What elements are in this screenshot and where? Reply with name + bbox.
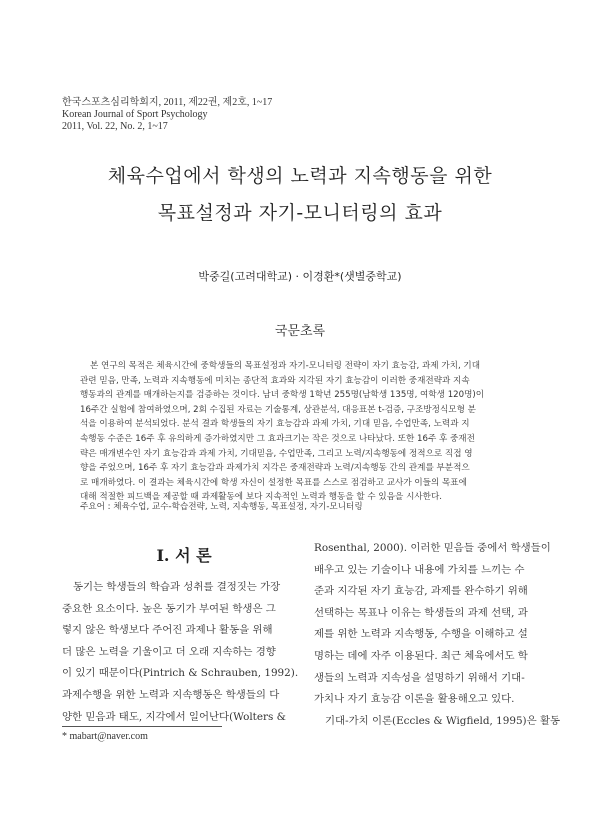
journal-citation-english: Korean Journal of Sport Psychology: [62, 109, 208, 120]
journal-citation-korean: 한국스포츠심리학회지, 2011, 제22권, 제2호, 1~17: [62, 97, 273, 108]
body-line: Rosenthal, 2000). 이러한 믿음들 중에서 학생들이: [314, 542, 551, 554]
paper-title-line-2: 목표설정과 자기-모니터링의 효과: [157, 202, 443, 224]
paper-title-line-1: 체육수업에서 학생의 노력과 지속행동을 위한: [107, 165, 493, 187]
body-line: 더 많은 노력을 기울이고 더 오래 지속하는 경향: [62, 645, 276, 658]
body-line: 선택하는 목표나 이유는 학생들의 과제 선택, 과: [314, 606, 528, 619]
journal-citation-volume: 2011, Vol. 22, No. 2, 1~17: [62, 121, 168, 132]
abstract-line: 행동과의 관계를 매개하는지를 검증하는 것이다. 남녀 중학생 1학년 255명(남학생 135명, 여학생 120명)이: [80, 390, 485, 401]
abstract-line: 본 연구의 목적은 체육시간에 중학생들의 목표설정과 자기-모니터링 전략이 자기 효능감, 과제 가치, 기대: [90, 361, 481, 371]
body-line: 가치나 자기 효능감 이론을 활용해오고 있다.: [314, 693, 515, 706]
abstract-heading: 국문초록: [274, 324, 326, 339]
abstract-line: 석을 이용하여 분석되었다. 분석 결과 학생들의 자기 효능감과 과제 가치, 기대 믿음, 수업만족, 노력과 지: [80, 419, 470, 430]
body-line: 렇지 않은 학생보다 주어진 과제나 활동을 위해: [62, 624, 273, 637]
body-line: 중요한 요소이다. 높은 동기가 부여된 학생은 그: [62, 602, 276, 615]
abstract-line: 략은 매개변수인 자기 효능감과 과제 가치, 기대믿음, 수업만족, 그리고 노력/지속행동에 정적으로 직접 영: [80, 448, 473, 459]
body-line: 양한 믿음과 태도, 지각에서 일어난다(Wolters &: [62, 710, 286, 723]
body-line: 배우고 있는 기술이나 내용에 가치를 느끼는 수: [314, 563, 525, 576]
body-line: 준과 지각된 자기 효능감, 과제를 완수하기 위해: [314, 585, 528, 598]
body-column-right: [314, 538, 561, 732]
authors: 박중길(고려대학교) · 이경환*(샛별중학교): [198, 270, 402, 283]
body-line: 생들의 노력과 지속성을 설명하기 위해서 기대-: [314, 671, 525, 684]
body-line: 명하는 데에 자주 이용된다. 최근 체육에서도 학: [314, 649, 528, 662]
abstract-line: 속행동 수준은 16주 후 유의하게 증가하였지만 그 효과크기는 작은 것으로 나타났다. 또한 16주 후 중재전: [80, 433, 475, 444]
footnote-email: * mabart@naver.com: [62, 731, 148, 742]
keywords: 주요어 : 체육수업, 교수-학습전략, 노력, 지속행동, 목표설정, 자기-모니터링: [80, 502, 363, 512]
section-heading: I. 서 론: [156, 546, 212, 565]
body-column-left: [62, 577, 306, 728]
abstract-line: 관련 믿음, 만족, 노력과 지속행동에 미치는 종단적 효과와 지각된 자기 효능감이 이러한 중재전략과 지속: [80, 375, 470, 386]
abstract-line: 향을 주었으며, 16주 후 자기 효능감과 과제가치 지각은 중재전략과 노력/지속행동 간의 관계를 부분적으: [80, 463, 470, 474]
body-line: 과제수행을 위한 노력과 지속행동은 학생들의 다: [62, 688, 280, 701]
footnote-divider: [62, 726, 222, 727]
abstract-body: [80, 359, 520, 505]
journal-citation: [62, 97, 272, 133]
body-line: 동기는 학생들의 학습과 성취를 결정짓는 가장: [73, 581, 281, 593]
body-line: 기대-가치 이론(Eccles & Wigfield, 1995)은 활동: [325, 714, 561, 727]
abstract-line: 로 매개하였다. 이 결과는 체육시간에 학생 자신이 설정한 목표를 스스로 점검하고 교사가 이들의 목표에: [80, 477, 467, 488]
abstract-line: 대해 적절한 피드백을 제공할 때 과제활동에 보다 지속적인 노력과 행동을 할 수 있음을 시사한다.: [80, 492, 443, 503]
body-line: 제를 위한 노력과 지속행동, 수행을 이해하고 설: [314, 628, 528, 641]
paper-title: [0, 158, 600, 232]
body-line: 이 있기 때문이다(Pintrich & Schrauben, 1992).: [62, 667, 299, 680]
abstract-line: 16주간 실험에 참여하였으며, 2회 수집된 자료는 기술통계, 상관분석, 대응표본 t-검증, 구조방정식모형 분: [80, 404, 476, 415]
